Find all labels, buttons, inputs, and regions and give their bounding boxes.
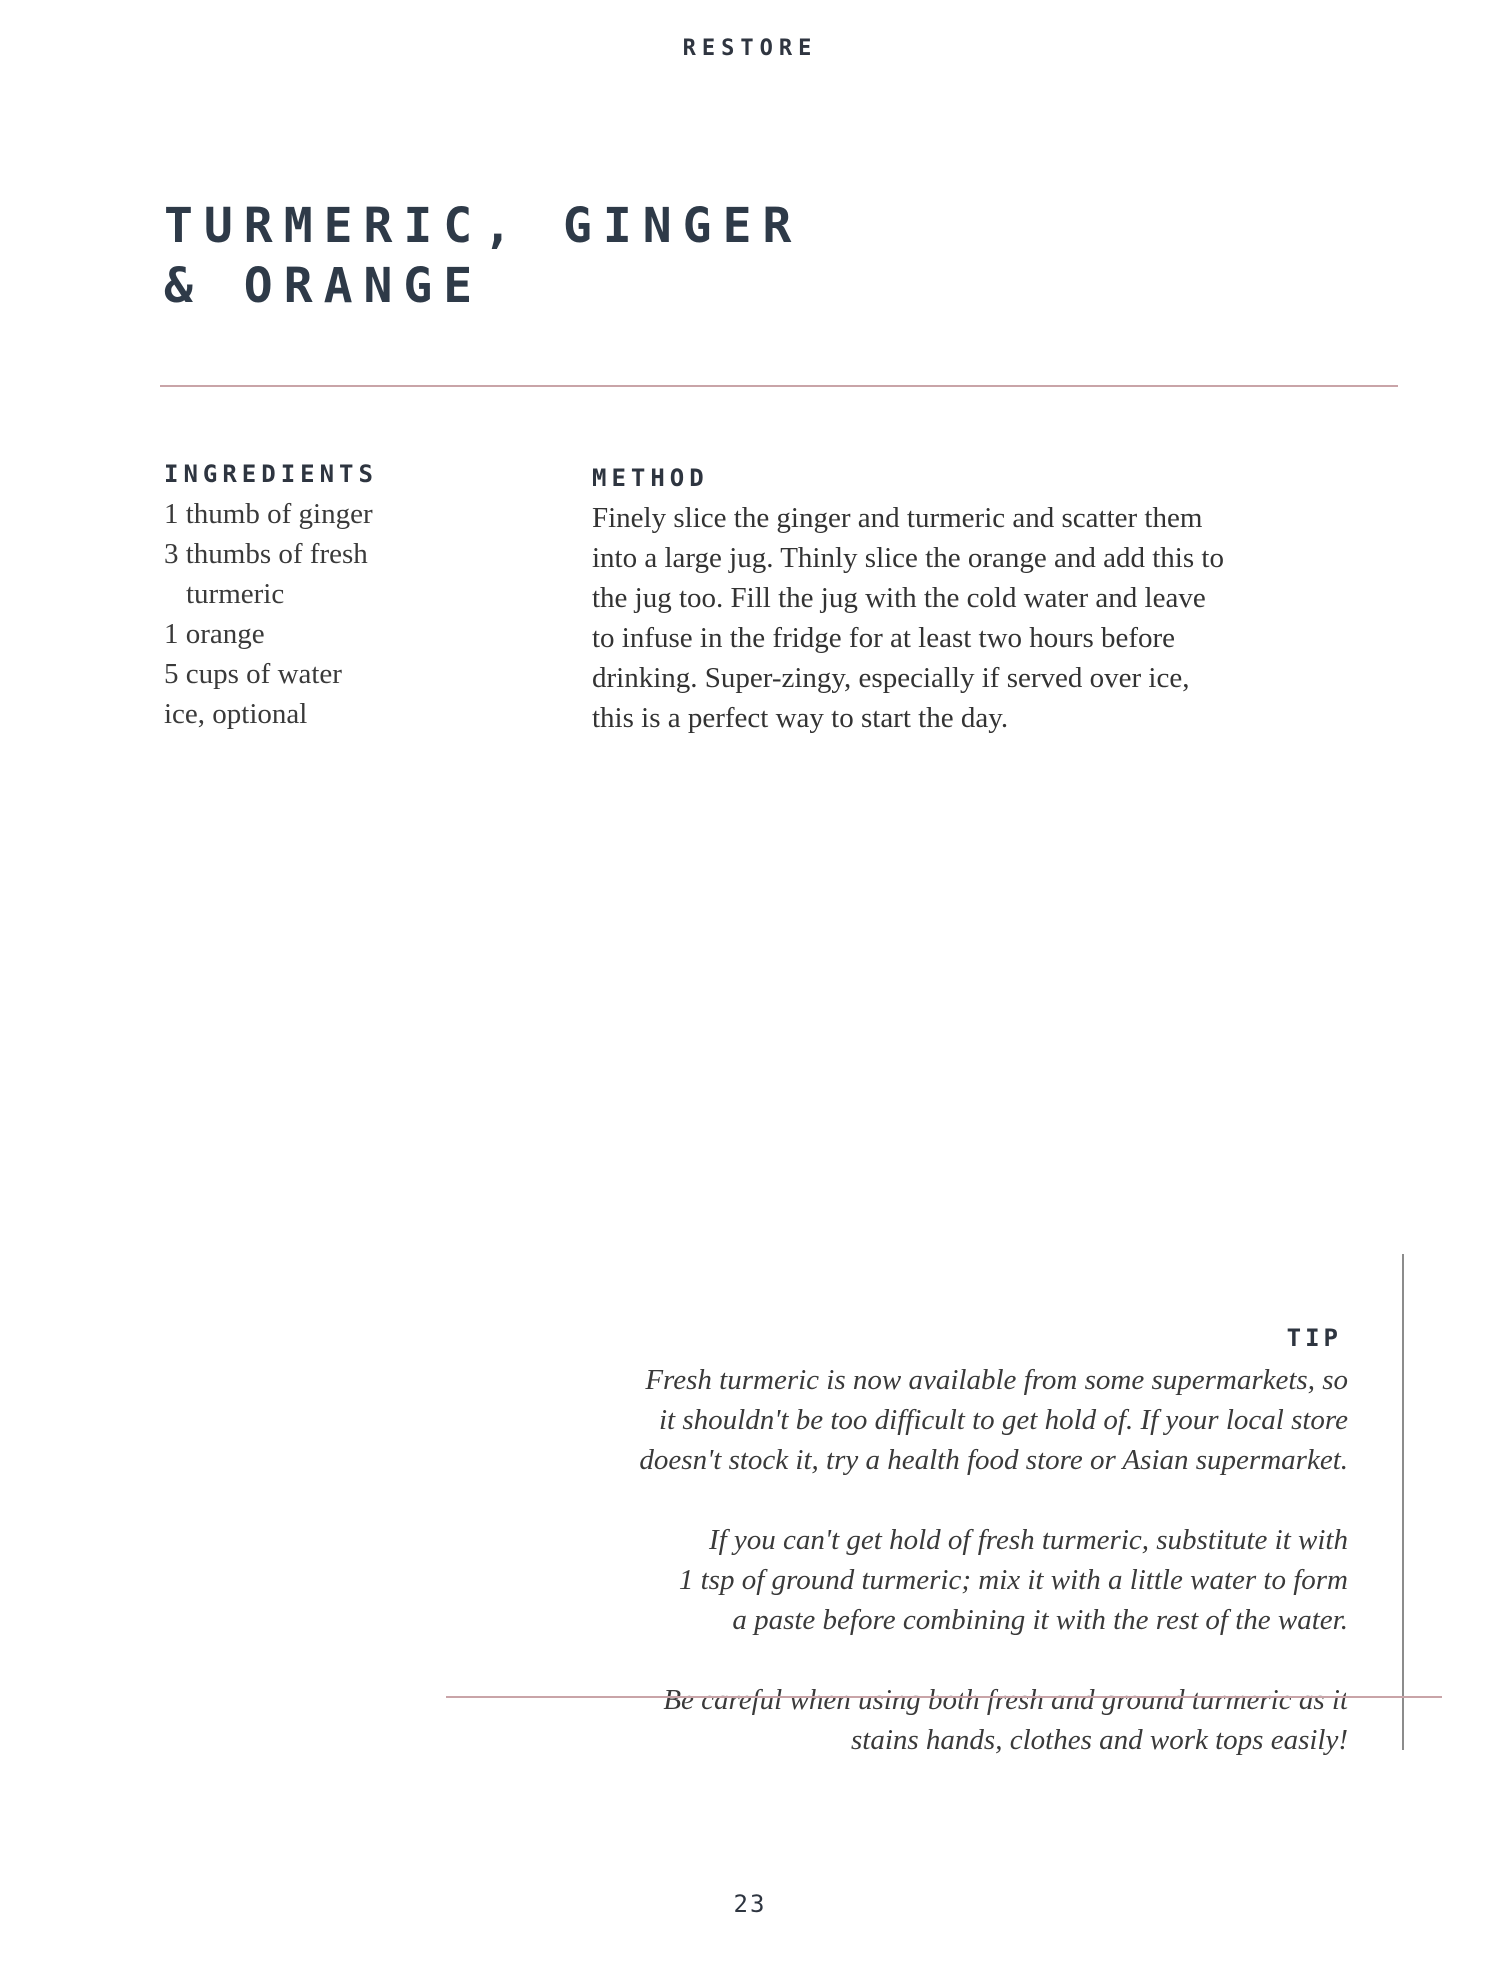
- recipe-title-line: & ORANGE: [164, 258, 484, 314]
- tip-line: a paste before combining it with the rest of the water.: [732, 1604, 1348, 1636]
- tip-paragraph: [440, 1520, 1348, 1640]
- recipe-title: [164, 196, 802, 316]
- method-line: the jug too. Fill the jug with the cold water and leave: [592, 582, 1206, 614]
- tip-line: it shouldn't be too difficult to get hold of. If your local store: [659, 1404, 1348, 1436]
- tip-line: stains hands, clothes and work tops easily!: [850, 1724, 1348, 1756]
- ingredients-list: [164, 494, 464, 734]
- tip-line: If you can't get hold of fresh turmeric, substitute it with: [708, 1524, 1348, 1556]
- tip-paragraph: [440, 1680, 1348, 1760]
- tip-line: Fresh turmeric is now available from some supermarkets, so: [645, 1364, 1348, 1396]
- method-section: [592, 464, 1392, 738]
- ingredient-item: 3 thumbs of fresh: [164, 538, 368, 570]
- tip-body: [440, 1360, 1348, 1800]
- ingredient-item: 1 orange: [164, 618, 265, 650]
- method-line: to infuse in the fridge for at least two hours before: [592, 622, 1176, 654]
- method-text: [592, 498, 1392, 738]
- tip-line: doesn't stock it, try a health food store or Asian supermarket.: [639, 1444, 1348, 1476]
- method-line: drinking. Super-zingy, especially if served over ice,: [592, 662, 1190, 694]
- method-line: this is a perfect way to start the day.: [592, 702, 1009, 734]
- ingredient-item: turmeric: [186, 578, 285, 610]
- method-line: into a large jug. Thinly slice the orange and add this to: [592, 542, 1224, 574]
- page-number: 23: [733, 1890, 767, 1918]
- tip-line: 1 tsp of ground turmeric; mix it with a little water to form: [678, 1564, 1348, 1596]
- tip-heading: TIP: [1286, 1324, 1342, 1352]
- ingredients-heading: INGREDIENTS: [164, 460, 378, 488]
- ingredients-section: [164, 460, 464, 734]
- tip-paragraph: [440, 1360, 1348, 1480]
- title-divider: [160, 385, 1398, 387]
- tip-vertical-rule: [1402, 1254, 1404, 1750]
- method-heading: METHOD: [592, 464, 709, 492]
- section-label: RESTORE: [682, 36, 818, 61]
- ingredient-item: 1 thumb of ginger: [164, 498, 373, 530]
- method-line: Finely slice the ginger and turmeric and scatter them: [592, 502, 1203, 534]
- tip-line: Be careful when using both fresh and ground turmeric as it: [663, 1684, 1348, 1716]
- recipe-title-line: TURMERIC, GINGER: [164, 198, 803, 254]
- tip-divider: [446, 1696, 1442, 1698]
- ingredient-item: 5 cups of water: [164, 658, 342, 690]
- ingredient-item: ice, optional: [164, 698, 308, 730]
